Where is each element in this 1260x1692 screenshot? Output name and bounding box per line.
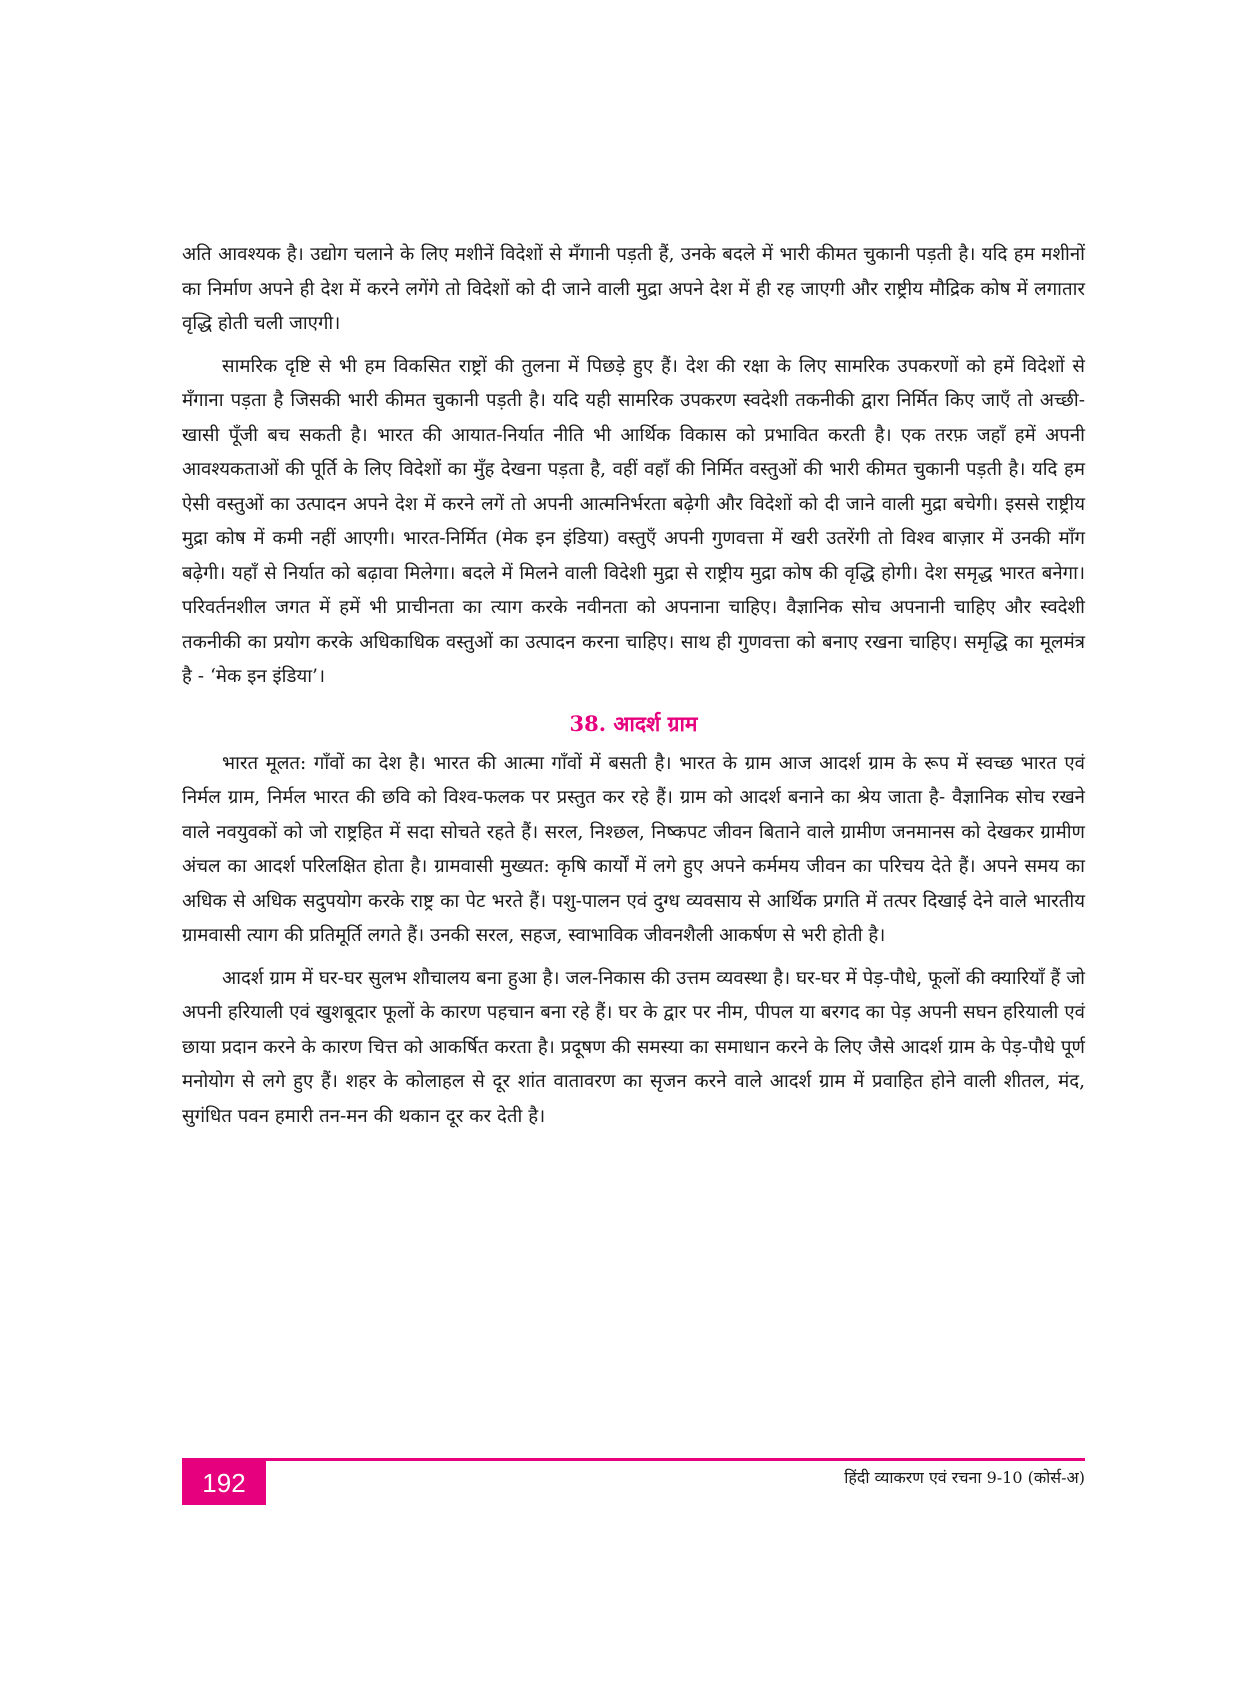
page-body bbox=[182, 238, 1085, 1142]
footer-rule bbox=[182, 1458, 1085, 1461]
section-heading-adarsh-gram: 38. आदर्श ग्राम bbox=[569, 710, 698, 736]
page-number-badge: 192 bbox=[182, 1461, 266, 1505]
paragraph-samrik-drishti: सामरिक दृष्टि से भी हम विकसित राष्ट्रों की तुलना में पिछड़े हुए हैं। देश की रक्षा के लिए सामरिक उपकरणों को हमें विदेशों से मँगाना पड़ता है जिसकी भारी कीमत चुकानी पड़ती है। यदि यही सामरिक उपकरण स्वदेशी तकनीकी द्वारा निर्मित किए जाएँ तो अच्छी-खासी पूँजी बच सकती है। भारत की आयात-निर्यात नीति भी आर्थिक विकास को प्रभावित करती है। एक तरफ़ जहाँ हमें अपनी आवश्यकताओं की पूर्ति के लिए विदेशों का मुँह देखना पड़ता है, वहीं वहाँ की निर्मित वस्तुओं की भारी कीमत चुकानी पड़ती है। यदि हम ऐसी वस्तुओं का उत्पादन अपने देश में करने लगें तो अपनी आत्मनिर्भरता बढ़ेगी और विदेशों को दी जाने वाली मुद्रा बचेगी। इससे राष्ट्रीय मुद्रा कोष में कमी नहीं आएगी। भारत-निर्मित (मेक इन इंडिया) वस्तुएँ अपनी गुणवत्ता में खरी उतरेंगी तो विश्व बाज़ार में उनकी माँग बढ़ेगी। यहाँ से निर्यात को बढ़ावा मिलेगा। बदले में मिलने वाली विदेशी मुद्रा से राष्ट्रीय मुद्रा कोष की वृद्धि होगी। देश समृद्ध भारत बनेगा। परिवर्तनशील जगत में हमें भी प्राचीनता का त्याग करके नवीनता को अपनाना चाहिए। वैज्ञानिक सोच अपनानी चाहिए और स्वदेशी तकनीकी का प्रयोग करके अधिकाधिक वस्तुओं का उत्पादन करना चाहिए। साथ ही गुणवत्ता को बनाए रखना चाहिए। समृद्धि का मूलमंत्र है - ‘मेक इन इंडिया’। bbox=[182, 355, 1085, 687]
paragraph-adarsh-gram-ghar: आदर्श ग्राम में घर-घर सुलभ शौचालय बना हुआ है। जल-निकास की उत्तम व्यवस्था है। घर-घर में पेड़-पौधे, फूलों की क्यारियाँ हैं जो अपनी हरियाली एवं खुशबूदार फूलों के कारण पहचान बना रहे हैं। घर के द्वार पर नीम, पीपल या बरगद का पेड़ अपनी सघन हरियाली एवं छाया प्रदान करने के कारण चित्त को आकर्षित करता है। प्रदूषण की समस्या का समाधान करने के लिए जैसे आदर्श ग्राम के पेड़-पौधे पूर्ण मनोयोग से लगे हुए हैं। शहर के कोलाहल से दूर शांत वातावरण का सृजन करने वाले आदर्श ग्राम में प्रवाहित होने वाली शीतल, मंद, सुगंधित पवन हमारी तन-मन की थकान दूर कर देती है। bbox=[182, 967, 1085, 1127]
paragraph-continuation: अति आवश्यक है। उद्योग चलाने के लिए मशीनें विदेशों से मँगानी पड़ती हैं, उनके बदले में भारी कीमत चुकानी पड़ती है। यदि हम मशीनों का निर्माण अपने ही देश में करने लगेंगे तो विदेशों को दी जाने वाली मुद्रा अपने देश में ही रह जाएगी और राष्ट्रीय मौद्रिक कोष में लगातार वृद्धि होती चली जाएगी। bbox=[182, 244, 1085, 334]
footer-book-title: हिंदी व्याकरण एवं रचना 9-10 (कोर्स-अ) bbox=[844, 1468, 1085, 1487]
paragraph-bharat-moolat: भारत मूलत: गाँवों का देश है। भारत की आत्मा गाँवों में बसती है। भारत के ग्राम आज आदर्श ग्राम के रूप में स्वच्छ भारत एवं निर्मल ग्राम, निर्मल भारत की छवि को विश्व-फलक पर प्रस्तुत कर रहे हैं। ग्राम को आदर्श बनाने का श्रेय जाता है- वैज्ञानिक सोच रखने वाले नवयुवकों को जो राष्ट्रहित में सदा सोचते रहते हैं। सरल, निश्छल, निष्कपट जीवन बिताने वाले ग्रामीण जनमानस को देखकर ग्रामीण अंचल का आदर्श परिलक्षित होता है। ग्रामवासी मुख्यत: कृषि कार्यों में लगे हुए अपने कर्ममय जीवन का परिचय देते हैं। अपने समय का अधिक से अधिक सदुपयोग करके राष्ट्र का पेट भरते हैं। पशु-पालन एवं दुग्ध व्यवसाय से आर्थिक प्रगति में तत्पर दिखाई देने वाले भारतीय ग्रामवासी त्याग की प्रतिमूर्ति लगते हैं। उनकी सरल, सहज, स्वाभाविक जीवनशैली आकर्षण से भरी होती है। bbox=[182, 752, 1085, 946]
